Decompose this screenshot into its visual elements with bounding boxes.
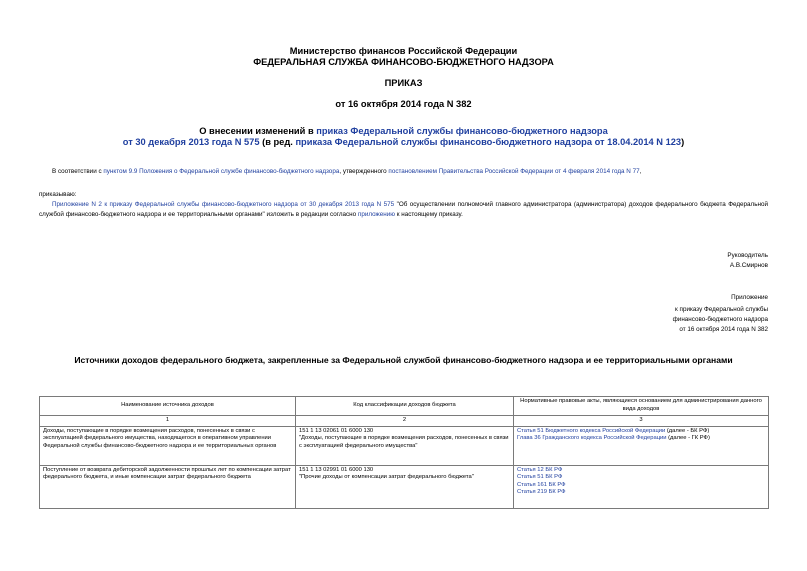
table-header-row: [40, 397, 769, 416]
order-link-appendix[interactable]: приложению: [357, 210, 395, 218]
column-number-1: 1: [40, 416, 296, 427]
preamble-text: , утвержденного: [339, 168, 389, 175]
act-link[interactable]: Статья 51 Бюджетного кодекса Российской Федерации: [517, 427, 666, 434]
preamble-text: В соответствии с: [52, 168, 104, 175]
table-row: [40, 426, 769, 465]
preamble-paragraph: [52, 167, 772, 177]
act-link[interactable]: Статья 12 БК РФ: [517, 466, 563, 473]
act-tail: (далее - БК РФ): [665, 427, 710, 434]
appendix-date: от 16 октября 2014 года N 382: [679, 326, 768, 333]
act-link[interactable]: Статья 161 БК РФ: [517, 481, 566, 488]
row1-code: 151 1 13 02061 01 6000 130: [299, 427, 374, 434]
column-number-2: 2: [296, 416, 514, 427]
row2-acts-cell: [514, 465, 769, 508]
title-mid: (в ред.: [259, 137, 296, 147]
order-paragraph: [39, 200, 768, 219]
column-number-3: 3: [514, 416, 769, 427]
act-link[interactable]: Статья 51 БК РФ: [517, 474, 563, 481]
row2-code: 151 1 13 02991 01 6000 130: [299, 466, 374, 473]
row2-source-name: Поступление от возврата дебиторской задолженности прошлых лет по компенсации затрат федерального бюджета, и иные компенсации затрат федерального бюджета: [40, 465, 296, 508]
document-type: ПРИКАЗ: [384, 78, 423, 88]
title-prefix: О внесении изменений в: [199, 126, 317, 136]
row2-act: [517, 467, 765, 475]
appendix-label: Приложение: [731, 294, 768, 301]
ministry-name: Министерство финансов Российской Федерации: [289, 46, 518, 56]
title-link-amendment[interactable]: приказа Федеральной службы финансово-бюджетного надзора от 18.04.2014 N 123: [295, 137, 682, 147]
row2-code-cell: [296, 465, 514, 508]
act-tail: (далее - ГК РФ): [666, 435, 710, 442]
act-link[interactable]: Глава 36 Гражданского кодекса Российской Федерации: [517, 435, 667, 442]
revenue-sources-table: [39, 396, 769, 509]
preamble-text: ,: [639, 168, 642, 175]
row1-code-cell: [296, 426, 514, 465]
column-header-acts: Нормативные правовые акты, являющиеся основанием для администрирования данного вида доходов: [514, 397, 769, 416]
service-name: ФЕДЕРАЛЬНАЯ СЛУЖБА ФИНАНСОВО-БЮДЖЕТНОГО НАДЗОРА: [253, 57, 554, 67]
order-link-appendix2[interactable]: Приложение N 2 к приказу Федеральной службы финансово-бюджетного надзора от 30 декабря 2013 года N 575: [52, 201, 395, 208]
row2-act: [517, 482, 765, 490]
title-end: ): [681, 137, 685, 147]
table-number-row: [40, 416, 769, 427]
table-row: [40, 465, 769, 508]
preamble-link-regulation[interactable]: пунктом 9.9 Положения о Федеральной службе финансово-бюджетного надзора: [103, 168, 340, 175]
row1-acts-cell: [514, 426, 769, 465]
preamble-link-decree[interactable]: постановлением Правительства Российской Федерации от 4 февраля 2014 года N 77: [388, 168, 640, 175]
order-text: "Об осуществлении полномочий главного администратора (администратора) доходов федерального бюджета Федеральной службой финансово-бюджетного надзора и ее территориальными органами" изложить в редакции согласно: [39, 201, 769, 218]
signature-position: Руководитель: [727, 252, 768, 259]
appendix-line3: финансово-бюджетного надзора: [672, 316, 768, 323]
row2-act: [517, 474, 765, 482]
title-link-order[interactable]: приказ Федеральной службы финансово-бюджетного надзора: [316, 126, 608, 136]
column-header-source: Наименование источника доходов: [40, 397, 296, 416]
row1-source-name: Доходы, поступающие в порядке возмещения расходов, понесенных в связи с эксплуатацией федерального имущества, находящегося в оперативном управлении Федеральной службы финансово-бюджетного надзора и ее территориальных органов: [40, 426, 296, 465]
title-link-order-date[interactable]: от 30 декабря 2013 года N 575: [122, 137, 260, 147]
row1-act: [517, 435, 765, 443]
row2-act: [517, 489, 765, 497]
table-heading: Источники доходов федерального бюджета, закрепленные за Федеральной службой финансово-бюджетного надзора и ее территориальными органами: [74, 355, 733, 365]
column-header-code: Код классификации доходов бюджета: [296, 397, 514, 416]
row2-code-description: "Прочие доходы от компенсации затрат федерального бюджета": [299, 474, 474, 481]
appendix-line2: к приказу Федеральной службы: [675, 306, 768, 313]
order-text: к настоящему приказу.: [394, 210, 463, 218]
act-link[interactable]: Статья 219 БК РФ: [517, 489, 566, 496]
document-title-line2: [0, 136, 807, 148]
order-word: приказываю:: [39, 191, 77, 198]
signature-name: А.В.Смирнов: [729, 262, 768, 269]
document-date: от 16 октября 2014 года N 382: [335, 99, 472, 109]
row1-code-description: "Доходы, поступающие в порядке возмещения расходов, понесенных в связи с эксплуатацией федерального имущества": [299, 435, 509, 449]
